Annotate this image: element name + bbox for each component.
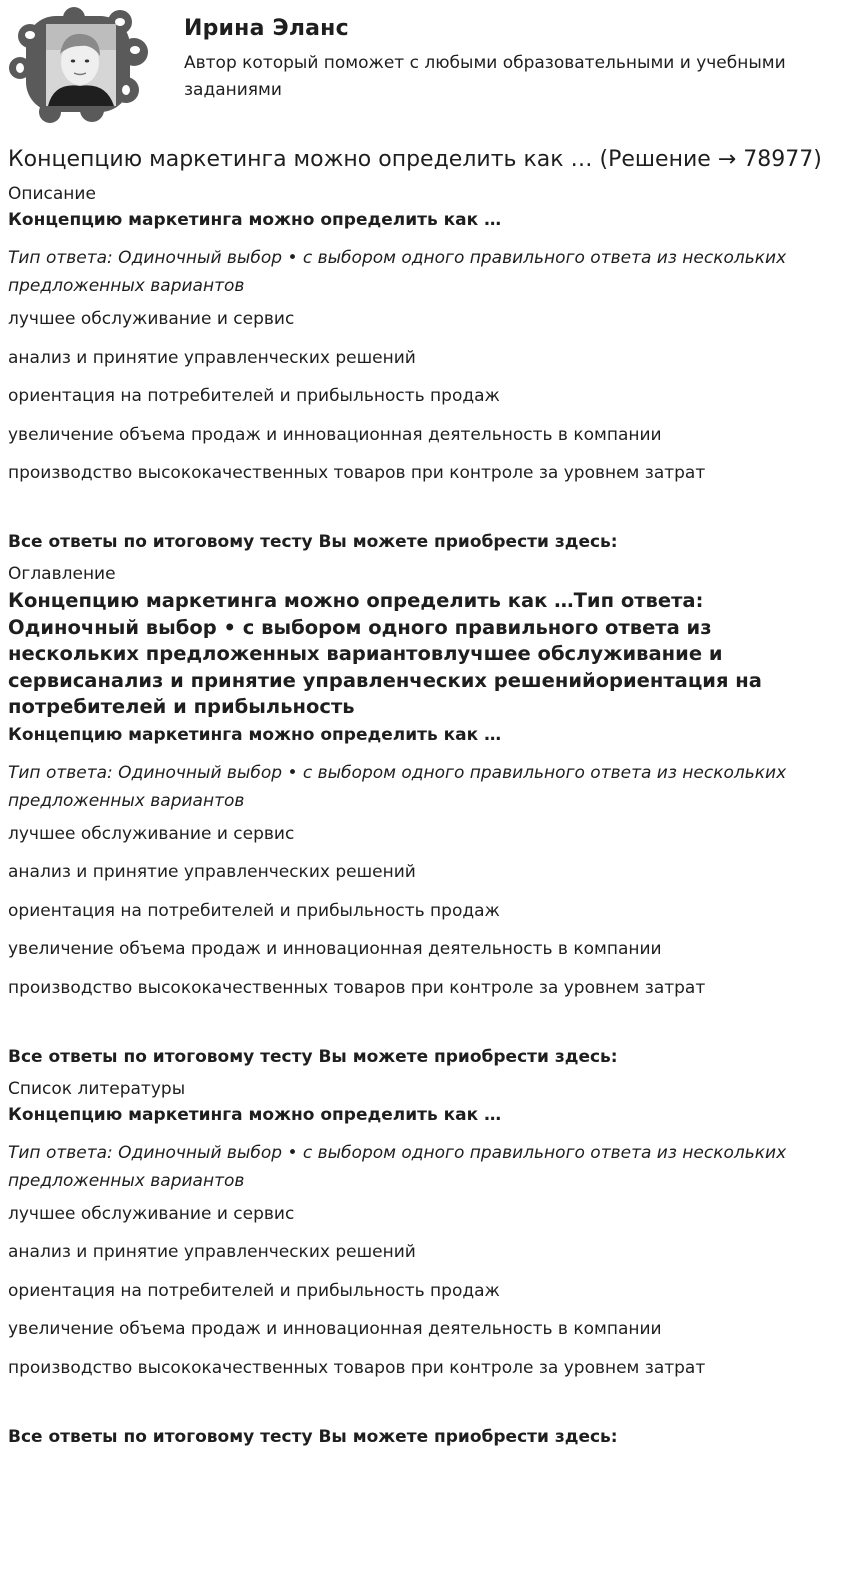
author-avatar[interactable] xyxy=(8,6,150,124)
buy-answers-text: Все ответы по итоговому тесту Вы можете приобрести здесь: xyxy=(8,532,618,552)
question-title: Концепцию маркетинга можно определить как … xyxy=(8,210,502,230)
answer-option: производство высококачественных товаров при контроле за уровнем затрат xyxy=(8,463,706,483)
answer-options xyxy=(8,1203,833,1379)
answer-options xyxy=(8,823,833,999)
answer-option: анализ и принятие управленческих решений xyxy=(8,1242,416,1262)
question-title: Концепцию маркетинга можно определить как … xyxy=(8,724,502,745)
answer-option: лучшее обслуживание и сервис xyxy=(8,1203,295,1224)
author-name[interactable]: Ирина Эланс xyxy=(184,16,349,41)
answer-option: ориентация на потребителей и прибыльность продаж xyxy=(8,386,500,406)
main-content xyxy=(8,146,833,1449)
answer-option: анализ и принятие управленческих решений xyxy=(8,347,416,368)
answer-option: ориентация на потребителей и прибыльность продаж xyxy=(8,900,500,921)
page-title: Концепцию маркетинга можно определить как … (Решение → 78977) xyxy=(8,147,822,172)
answer-option: ориентация на потребителей и прибыльность продаж xyxy=(8,1280,500,1301)
answer-option: производство высококачественных товаров при контроле за уровнем затрат xyxy=(8,977,706,998)
answer-option: увеличение объема продаж и инновационная деятельность в компании xyxy=(8,1319,662,1339)
answer-type: Тип ответа: Одиночный выбор • с выбором одного правильного ответа из нескольких предложенных вариантов xyxy=(8,248,787,296)
answer-option: лучшее обслуживание и сервис xyxy=(8,309,295,329)
answer-option: увеличение объема продаж и инновационная деятельность в компании xyxy=(8,424,662,445)
author-description: Автор который поможет с любыми образовательными и учебными заданиями xyxy=(184,53,786,100)
answer-options xyxy=(8,308,833,484)
answer-option: лучшее обслуживание и сервис xyxy=(8,823,295,844)
buy-answers-text: Все ответы по итоговому тесту Вы можете приобрести здесь: xyxy=(8,1426,618,1447)
answer-type: Тип ответа: Одиночный выбор • с выбором одного правильного ответа из нескольких предложенных вариантов xyxy=(8,762,787,811)
buy-answers-text: Все ответы по итоговому тесту Вы можете приобрести здесь: xyxy=(8,1046,618,1067)
question-title: Концепцию маркетинга можно определить как … xyxy=(8,1104,502,1125)
author-card xyxy=(8,6,838,126)
literature-label: Список литературы xyxy=(8,1078,186,1099)
answer-option: увеличение объема продаж и инновационная деятельность в компании xyxy=(8,939,662,959)
description-label: Описание xyxy=(8,184,96,204)
toc-heading: Концепцию маркетинга можно определить как …Тип ответа: Одиночный выбор • с выбором одного правильного ответа из нескольких предложенных вариантовлучшее обслуживание и сервисанализ и принятие управленческих решенийориентация на потребителей и прибыльность xyxy=(8,589,762,718)
toc-label: Оглавление xyxy=(8,564,116,584)
answer-option: производство высококачественных товаров при контроле за уровнем затрат xyxy=(8,1357,706,1378)
answer-option: анализ и принятие управленческих решений xyxy=(8,862,416,882)
answer-type: Тип ответа: Одиночный выбор • с выбором одного правильного ответа из нескольких предложенных вариантов xyxy=(8,1142,787,1191)
